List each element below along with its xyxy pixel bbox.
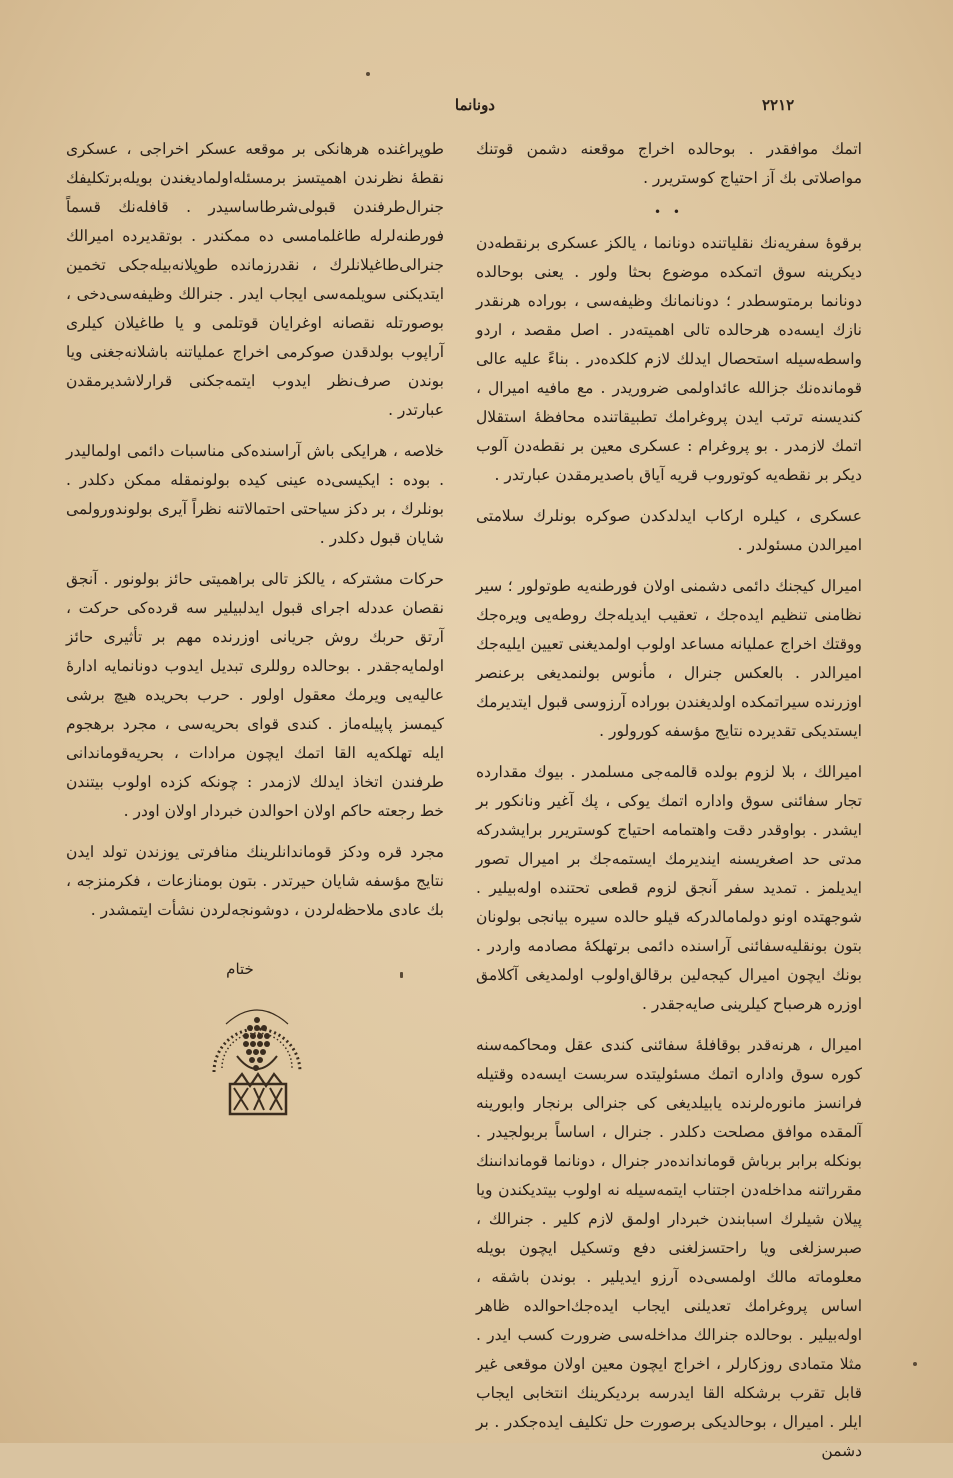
paragraph: اميرال كيجنك دائمى دشمنى اولان فورطنه‌يه طوتولور ؛ سير نظامنى تنظيم ايده‌جك ، تعقيب ايديله‌جك روطه‌يى ويره‌جك ووقتك اخراج عمليانه مساعد اولوب اولمديغنى تعيين ايليه‌جك اميرالدر . بالعكس جنرال ، مأنوس بولنمديغى برعنصر اوزرنده سيراتمكده اولديغندن بوراده آرزوسى قبول ايتديرمك ايستديكى تقديرده نتايج مؤسفه كورولور . — [476, 577, 862, 740]
paragraph: طوپراغنده هرهانكى بر موقعه عسكر اخراجى ، عسكرى نقطهٔ نظرندن اهميتسز برمسئله‌اولمادیغندن بويله‌برتكليفك جنرال‌طرفندن قبولى‌شرطاساسيدر . قافله‌نك قسماً فورطنه‌لرله طاغلمامسى ده ممكندر . بوتقديرده اميرالك جنرالى‌طاغيلانلرك ، نقدرزمانده طوپلانه‌بيله‌جكى تخمين ايتديكنى سويلمه‌سى ايجاب ايدر . جنرالك وظيفه‌سى‌دخى ، بوصورتله نقصانه اوغرايان قوتلمى و يا طاغيلان كيلرى آراپوب بولدقدن صوكرمى اخراج عملياتنه باشلانه‌جغنى ويا بوندن صرف‌نظر ايدوب ايتمه‌جكنى قرارلاشدیرمقدن عبارتدر . — [66, 140, 444, 419]
end-mark: ختام — [226, 960, 254, 978]
paper-speck — [913, 1362, 917, 1366]
left-text-column — [66, 135, 444, 984]
library-seal-icon — [204, 994, 310, 1124]
paper-speck — [366, 72, 370, 76]
paragraph: عسكرى ، كيلره اركاب ايدلدكدن صوكره بونلرك سلامتى اميرالدن مسئولدر . — [476, 507, 862, 554]
paragraph: اميرال ، هرنه‌قدر بوقافلهٔ سفائنى كندى عقل ومحاكمه‌سنه كوره سوق واداره اتمك مسئوليتده سربست ايسه‌ده وقتيله فرانسز مانورەلرنده يابيلديغى كى جنرالى برنجار وابورينه آلمقده موافق مصلحت دكلدر . جنرال ، اساساً بربولجيدر . بونكله برابر برباش قوماندانده‌در جنرال ، دونانما قوماندانىنك مقرراتنه مداخله‌دن اجتناب ايتمه‌سيله نه اولوب بيتديكندن ويا پيلان شيلرك اسبابندن خبردار اولمق لازم كلير . جنرالك ، صبرسزلغى ويا راحتسزلغنى دفع وتسكيل ايچون بويله معلوماته مالك اولمسى‌ده آرزو ايديلير . بوندن باشقه ، اساس پروغرامك تعديلنى ايجاب ايده‌جك‌احوالده ظاهر اوله‌بيلير . بوحالده جنرالك مداخله‌سى ضرورت كسب ايدر . مثلا متمادى روزكارلر ، اخراج ايچون معين اولان موقعى غير قابل تقرب برشكله القا ايدرسه برديكرينك انتخابى ايجاب ايلر . اميرال ، بوحالديكى برصورت حل تكليف ايده‌جكدر . بر دشمن — [476, 1036, 862, 1460]
paragraph: حركات مشتركه ، يالكز تالى براهميتى حائز بولونور . آنجق نقصان عددله اجراى قبول ايدلبيلير سه قرده‌كى حركت ، آرتق حربك روش جريانى اوزرنده مهم بر تأثيرى حائز اولمايه‌جقدر . بوحالده روللرى تبديل ايدوب دونانمايه ادارهٔ عاليه‌يى ويرمك معقول اولور . حرب بحريده هيچ برشى كيمسز پاپيلەماز . كندى قواى بحريه‌سى ، مجرد برهجوم ايله تهلكه‌يه القا اتمك ايچون مرادات ، بحريه‌قوماندانى طرفندن اتخاذ ايدلك لازمدر : چونكه كزده اولوب بيتندن خط رجعته حاكم اولان احوالدن خبردار اولان اودر . — [66, 570, 444, 820]
page-number: ۲۲۱۲ — [762, 96, 795, 114]
paragraph: اميرالك ، بلا لزوم بولده قالمه‌جى مسلمدر . بيوك مقدارده تجار سفائنى سوق واداره اتمك يوكى ، پك آغير ونانكور بر ايشدر . بواوقدر دقت واهتمامه احتياج كوستريرر برايشدركه مدتى حد اصغريسنه ايندیرمك ايستمه‌جك بر اميرال تصور ايديلمز . تمديد سفر آنجق لزوم قطعى تحتنده اوله‌بيلير . شوجهتده اونو دولمامالدركه قيلو حالده سيره بيانجى بولونان بتون بونقليه‌سفائنى آراسنده دائمى برتهلكهٔ مصادمه واردر . بونك ايچون اميرال كيجه‌لين برقالق‌اولوب اولمديغى آكلامق اوزره هرصباح كيلرينى صايه‌جقدر . — [476, 763, 862, 1013]
paper-speck — [400, 972, 403, 978]
paragraph: خلاصه ، هرايكى باش آراسنده‌كى مناسبات دائمى اولمالیدر . بوده : ايكيسى‌ده عينى كيده بولونمقله ممكن دكلدر . بونلرك ، بر دكز سياحتى احتمالاتنه نظراً آيرى بولوندورولمى شايان قبول دكلدر . — [66, 442, 444, 547]
paragraph: اتمك موافقدر . بوحالده اخراج موقعنه دشمن قوتنك مواصلاتى بك آز احتياج كوستريرر . — [476, 140, 862, 187]
right-text-column — [476, 135, 862, 1478]
page-header — [60, 96, 883, 120]
section-divider-stars: • • — [654, 205, 684, 219]
paragraph: برقوهٔ سفریه‌نك نقلياتنده دونانما ، يالكز عسكرى برنقطه‌دن ديكرينه سوق اتمكده موضوع بحثا ولور . يعنى بوحالده دونانما برمتوسطدر ؛ دونانمانك وظيفه‌سى ، بوراده هرنقدر نازك ايسه‌ده هرحالده تالى اهميته‌در . اصل مقصد ، اردو واسطه‌سيله استحصال ايدلك لازم كلكده‌در . بناءً عليه عالى قوماندەنك جزالله عائداولمى ضروريدر . مع مافيه اميرال ، كنديسنه ترتب ايدن پروغرامك تطبيقاتنده محافظهٔ استقلال اتمك لازمدر . بو پروغرام : عسكرى معين بر نقطه‌دن آلوب ديكر بر نقطه‌يه كوتوروب قريه آياق باصديرمقدن عبارتدر . — [476, 234, 862, 484]
running-title: دونانما — [454, 96, 495, 114]
paragraph: مجرد قره ودكز قوماندانلرينك منافرتى يوزندن تولد ايدن نتايج مؤسفه شايان حيرتدر . بتون بومنازعات ، فكرمنزجه ، بك عادى ملاحظه‌لردن ، دوشونجه‌لردن نشأت ايتمشدر . — [66, 843, 444, 919]
